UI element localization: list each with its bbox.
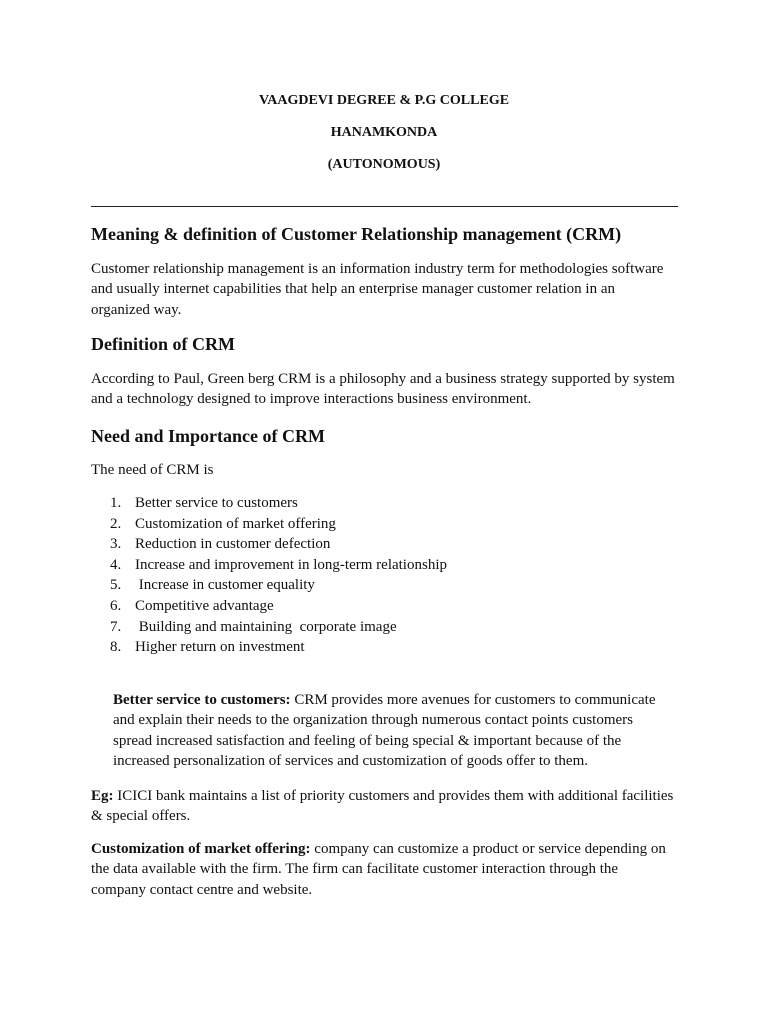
- paragraph-line: and a technology designed to improve interactions business environment.: [91, 391, 532, 408]
- paragraph-line: [91, 839, 666, 859]
- list-item-text: Better service to customers: [135, 495, 298, 511]
- list-item-number: 7.: [110, 618, 122, 635]
- paragraph-meaning: [91, 259, 681, 320]
- list-item: [110, 493, 447, 514]
- term-label: Eg:: [91, 788, 114, 804]
- list-item-text: Building and maintaining corporate image: [135, 618, 397, 635]
- list-item-number: 2.: [110, 515, 122, 532]
- list-item-number: 4.: [110, 556, 122, 573]
- term-label: Customization of market offering:: [91, 841, 311, 857]
- heading-definition: Definition of CRM: [91, 334, 235, 354]
- paragraph-line: The need of CRM is: [91, 462, 214, 478]
- list-item: [110, 637, 447, 658]
- list-item-text: Higher return on investment: [135, 639, 305, 656]
- paragraph-text: ICICI bank maintains a list of priority customers and provides them with additional facilities: [113, 788, 674, 804]
- paragraph-text: CRM provides more avenues for customers to communicate: [290, 692, 656, 708]
- list-item-text: Competitive advantage: [135, 597, 274, 614]
- header-divider: [91, 206, 678, 207]
- college-city: HANAMKONDA: [330, 125, 438, 140]
- list-item-text: Increase in customer equality: [135, 577, 315, 594]
- paragraph-line: Customer relationship management is an information industry term for methodologies software: [91, 261, 664, 277]
- term-label: Better service to customers:: [113, 692, 291, 708]
- paragraph-line: & special offers.: [91, 808, 191, 825]
- list-item-number: 1.: [110, 495, 122, 511]
- list-item: [110, 575, 447, 596]
- list-item: [110, 514, 447, 535]
- list-item-text: Customization of market offering: [135, 515, 336, 532]
- list-item-number: 8.: [110, 639, 122, 656]
- paragraph-line: increased personalization of services and customization of goods offer to them.: [113, 752, 588, 769]
- paragraph-better-service: [113, 690, 655, 771]
- list-item-number: 6.: [110, 597, 122, 614]
- need-list: [110, 493, 447, 658]
- list-item-text: Reduction in customer defection: [135, 536, 331, 553]
- list-item: [110, 534, 447, 555]
- list-item-number: 3.: [110, 536, 122, 553]
- list-item: [110, 596, 447, 617]
- college-name: VAAGDEVI DEGREE & P.G COLLEGE: [258, 93, 510, 108]
- paragraph-line: the data available with the firm. The firm can facilitate customer interaction through the: [91, 861, 619, 878]
- list-item-number: 5.: [110, 577, 122, 594]
- paragraph-text: company can customize a product or service depending on: [310, 841, 666, 857]
- heading-need-importance: Need and Importance of CRM: [91, 426, 325, 446]
- paragraph-example: [91, 786, 673, 827]
- paragraph-customization: [91, 839, 666, 900]
- college-status: (AUTONOMOUS): [327, 157, 441, 172]
- paragraph-line: organized way.: [91, 301, 182, 318]
- paragraph-line: According to Paul, Green berg CRM is a philosophy and a business strategy supported by system: [91, 371, 675, 387]
- paragraph-line: company contact centre and website.: [91, 881, 313, 898]
- paragraph-line: spread increased satisfaction and feeling of being special & important because of the: [113, 732, 622, 749]
- paragraph-definition: [91, 369, 681, 410]
- heading-meaning-definition: Meaning & definition of Customer Relationship management (CRM): [91, 224, 622, 244]
- list-item: [110, 617, 447, 638]
- list-item-text: Increase and improvement in long-term relationship: [135, 556, 447, 573]
- paragraph-line: [113, 690, 655, 710]
- paragraph-line: [91, 786, 673, 806]
- paragraph-line: and explain their needs to the organization through numerous contact points customers: [113, 712, 634, 729]
- paragraph-line: and usually internet capabilities that help an enterprise manager customer relation in an: [91, 281, 615, 298]
- list-item: [110, 555, 447, 576]
- paragraph-need-intro: [91, 460, 681, 480]
